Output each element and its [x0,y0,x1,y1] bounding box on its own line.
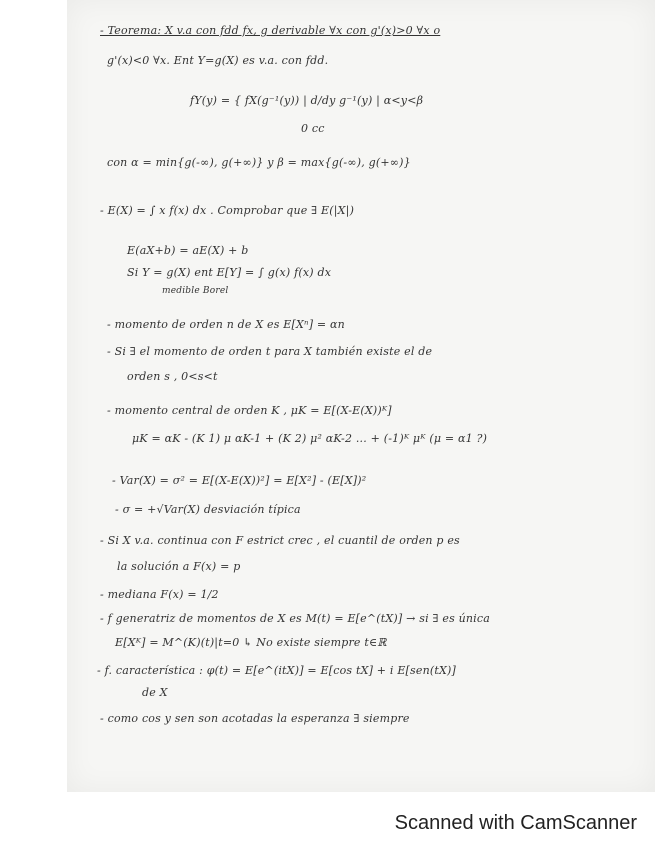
std-dev-line: - σ = +√Var(X) desviación típica [115,503,301,516]
moment-existence: - Si ∃ el momento de orden t para X también existe el de [107,345,433,358]
expectation-definition: - E(X) = ∫ x f(x) dx . Comprobar que ∃ E(|X|) [100,204,355,217]
mgf-line: - f generatriz de momentos de X es M(t) = E[e^(tX)] → si ∃ es única [100,612,491,625]
quantile-line: - Si X v.a. continua con F estrict crec , el cuantil de orden p es [100,534,460,547]
char-function-line: - f. característica : φ(t) = E[e^(itX)] = E[cos tX] + i E[sen(tX)] [97,664,457,677]
central-moment: - momento central de orden K , μK = E[(X-E(X))ᴷ] [107,404,392,417]
quantile-solution: la solución a F(x) = p [117,560,241,573]
derivative-condition: g'(x)<0 ∀x. Ent Y=g(X) es v.a. con fdd. [107,54,329,67]
theorem-line: - Teorema: X v.a con fdd fx, g derivable ∀x con g'(x)>0 ∀x o [100,24,441,37]
borel-note: medible Borel [162,286,229,296]
density-formula: fY(y) = { fX(g⁻¹(y)) | d/dy g⁻¹(y) | α<y<β [190,94,424,107]
central-moment-expansion: μK = αK - (K 1) μ αK-1 + (K 2) μ² αK-2 ... + (-1)ᴷ μᴷ (μ = α1 ?) [132,432,488,445]
lotus-line: Si Y = g(X) ent E[Y] = ∫ g(x) f(x) dx [127,266,332,279]
char-function-dex: de X [142,686,168,699]
density-otherwise: 0 cc [301,122,325,135]
variance-line: - Var(X) = σ² = E[(X-E(X))²] = E[X²] - (E[X])² [112,474,367,487]
median-line: - mediana F(x) = 1/2 [100,588,219,601]
camscanner-watermark: Scanned with CamScanner [394,812,637,834]
moment-definition: - momento de orden n de X es E[Xⁿ] = αn [107,318,345,331]
scanned-page [67,0,655,792]
alpha-beta-definition: con α = min{g(-∞), g(+∞)} y β = max{g(-∞), g(+∞)} [107,156,411,169]
linearity-line: E(aX+b) = aE(X) + b [127,244,249,257]
mgf-moments: E[Xᴷ] = M^(K)(t)|t=0 ↳ No existe siempre t∈ℝ [115,636,387,649]
moment-existence-cont: orden s , 0<s<t [127,370,218,383]
bounded-note: - como cos y sen son acotadas la esperanza ∃ siempre [100,712,410,725]
